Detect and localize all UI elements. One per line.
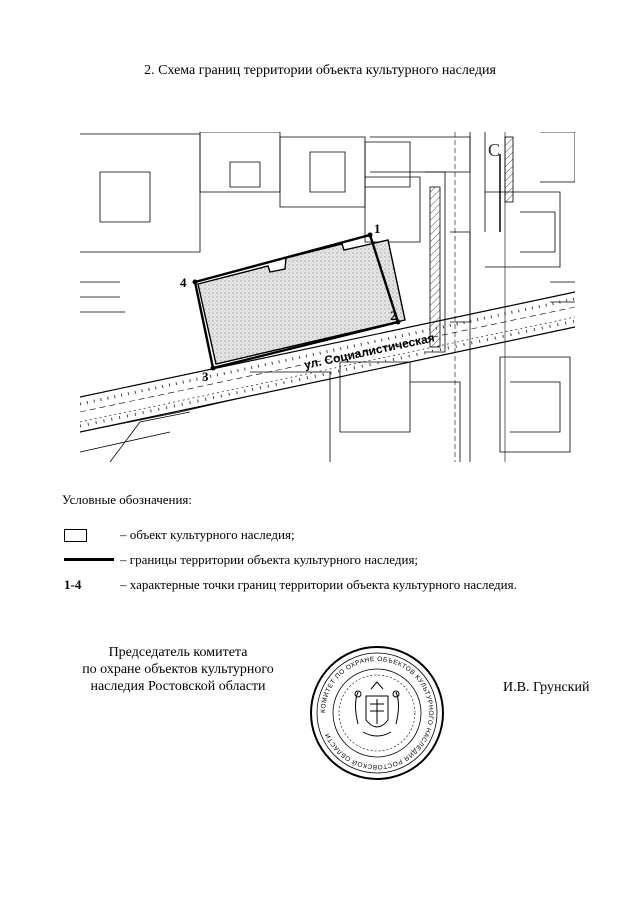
corner-marker xyxy=(488,140,500,232)
position-line: Председатель комитета xyxy=(108,645,248,660)
coat-of-arms-icon xyxy=(355,682,399,736)
position-line: наследия Ростовской области xyxy=(90,679,266,694)
legend-text: – характерные точки границ территории объекта культурного наследия. xyxy=(120,577,517,592)
point-3-label: 3 xyxy=(202,369,209,384)
point-2-label: 2 xyxy=(390,308,397,323)
legend-text: – объект культурного наследия; xyxy=(120,527,295,542)
street-label: ул. Социалистическая xyxy=(302,330,436,372)
page-title: 2. Схема границ территории объекта культурного наследия xyxy=(144,63,496,78)
points-symbol xyxy=(62,576,118,594)
signatory-position xyxy=(78,644,278,695)
point-1-label: 1 xyxy=(374,221,381,236)
boundary-map xyxy=(80,132,575,462)
points-symbol-text: 1-4 xyxy=(64,577,82,592)
point-4-label: 4 xyxy=(180,275,187,290)
legend-text: – границы территории объекта культурного наследия; xyxy=(120,552,419,567)
boundary-symbol xyxy=(62,551,118,569)
legend-heading: Условные обозначения: xyxy=(62,492,193,507)
object-symbol xyxy=(62,526,118,544)
official-seal xyxy=(308,644,446,782)
position-line: по охране объектов культурного xyxy=(82,662,274,677)
svg-text:С: С xyxy=(488,140,501,160)
svg-text:КОМИТЕТ ПО ОХРАНЕ ОБЪЕКТОВ КУЛ: КОМИТЕТ ПО ОХРАНЕ ОБЪЕКТОВ КУЛЬТУРНОГО НАСЛЕДИЯ РОСТОВСКОЙ ОБЛАСТИ xyxy=(319,655,435,771)
signatory-name: И.В. Грунский xyxy=(503,680,590,695)
